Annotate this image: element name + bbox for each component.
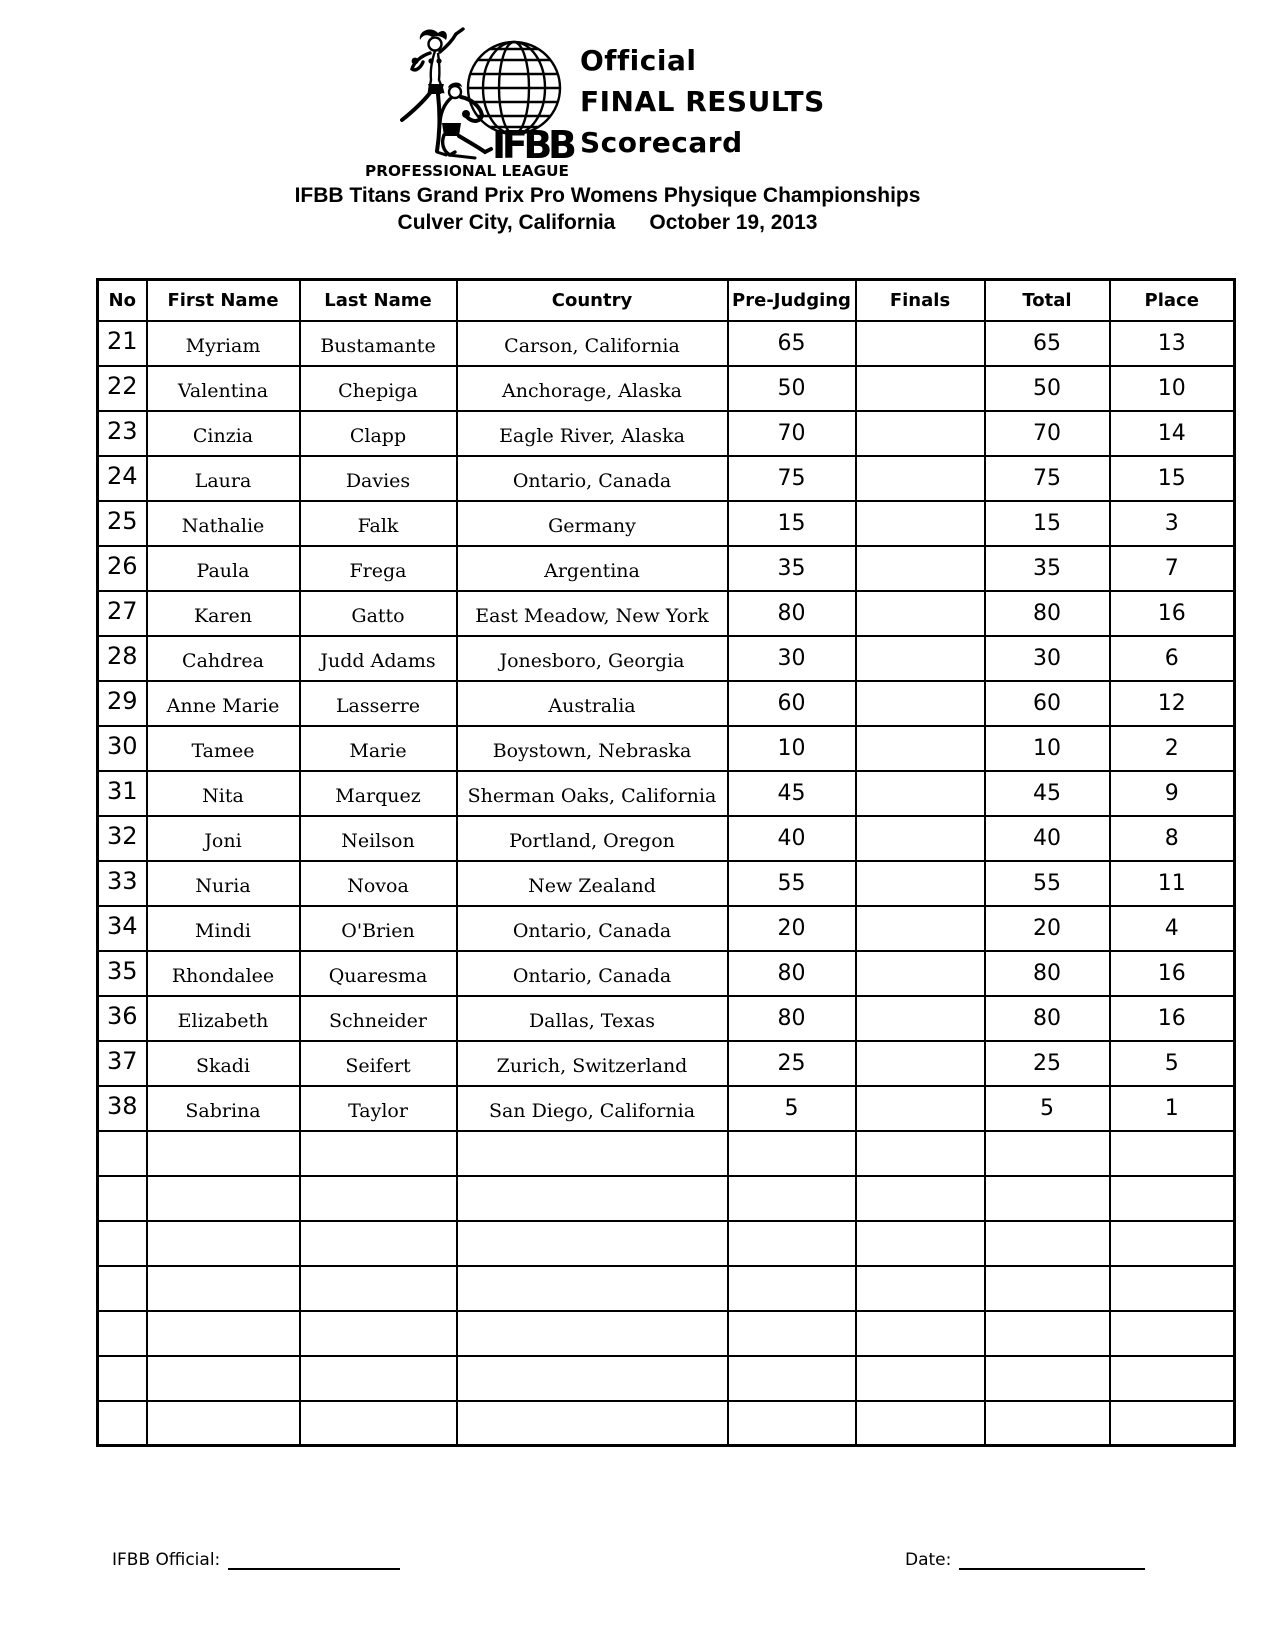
cell-last: Schneider (300, 996, 457, 1041)
results-table-wrap (96, 278, 1236, 1447)
cell-place: 15 (1110, 456, 1235, 501)
empty-cell (728, 1131, 856, 1176)
col-header-no: No (98, 280, 147, 321)
cell-no: 29 (98, 681, 147, 726)
cell-finals (856, 321, 985, 366)
results-table (96, 278, 1236, 1447)
col-header-first-name: First Name (147, 280, 300, 321)
cell-finals (856, 366, 985, 411)
cell-total: 45 (985, 771, 1110, 816)
cell-place: 10 (1110, 366, 1235, 411)
cell-total: 35 (985, 546, 1110, 591)
cell-place: 16 (1110, 951, 1235, 996)
cell-first: Joni (147, 816, 300, 861)
empty-cell (985, 1401, 1110, 1446)
empty-row (98, 1131, 1235, 1176)
cell-prejudging: 70 (728, 411, 856, 456)
cell-first: Cahdrea (147, 636, 300, 681)
header-row (98, 280, 1235, 321)
empty-cell (1110, 1221, 1235, 1266)
empty-cell (457, 1311, 728, 1356)
cell-place: 11 (1110, 861, 1235, 906)
cell-country: Ontario, Canada (457, 951, 728, 996)
cell-prejudging: 60 (728, 681, 856, 726)
cell-last: Judd Adams (300, 636, 457, 681)
empty-cell (1110, 1131, 1235, 1176)
cell-first: Nita (147, 771, 300, 816)
result-row (98, 816, 1235, 861)
cell-country: Ontario, Canada (457, 906, 728, 951)
cell-finals (856, 546, 985, 591)
empty-cell (457, 1176, 728, 1221)
cell-finals (856, 591, 985, 636)
cell-no: 32 (98, 816, 147, 861)
cell-country: Eagle River, Alaska (457, 411, 728, 456)
empty-cell (1110, 1176, 1235, 1221)
cell-prejudging: 80 (728, 996, 856, 1041)
cell-first: Paula (147, 546, 300, 591)
cell-last: Marie (300, 726, 457, 771)
cell-first: Elizabeth (147, 996, 300, 1041)
cell-first: Skadi (147, 1041, 300, 1086)
cell-prejudging: 25 (728, 1041, 856, 1086)
empty-cell (98, 1401, 147, 1446)
cell-place: 6 (1110, 636, 1235, 681)
empty-row (98, 1176, 1235, 1221)
cell-total: 25 (985, 1041, 1110, 1086)
cell-finals (856, 501, 985, 546)
cell-no: 38 (98, 1086, 147, 1131)
cell-prejudging: 55 (728, 861, 856, 906)
title-scorecard: Scorecard (580, 126, 743, 159)
cell-finals (856, 861, 985, 906)
cell-total: 50 (985, 366, 1110, 411)
cell-total: 10 (985, 726, 1110, 771)
empty-row (98, 1221, 1235, 1266)
cell-total: 5 (985, 1086, 1110, 1131)
empty-cell (457, 1266, 728, 1311)
title-block (580, 40, 825, 163)
cell-place: 3 (1110, 501, 1235, 546)
cell-prejudging: 65 (728, 321, 856, 366)
cell-last: O'Brien (300, 906, 457, 951)
cell-last: Neilson (300, 816, 457, 861)
cell-finals (856, 816, 985, 861)
cell-place: 16 (1110, 591, 1235, 636)
empty-cell (1110, 1266, 1235, 1311)
cell-first: Laura (147, 456, 300, 501)
cell-country: Australia (457, 681, 728, 726)
event-block (0, 182, 1215, 235)
cell-prejudging: 40 (728, 816, 856, 861)
cell-total: 55 (985, 861, 1110, 906)
empty-cell (98, 1221, 147, 1266)
cell-last: Falk (300, 501, 457, 546)
cell-no: 30 (98, 726, 147, 771)
cell-last: Clapp (300, 411, 457, 456)
result-row (98, 996, 1235, 1041)
col-header-total: Total (985, 280, 1110, 321)
event-date: October 19, 2013 (649, 211, 818, 234)
cell-place: 1 (1110, 1086, 1235, 1131)
result-row (98, 1086, 1235, 1131)
cell-no: 34 (98, 906, 147, 951)
cell-prejudging: 45 (728, 771, 856, 816)
empty-cell (728, 1311, 856, 1356)
cell-no: 26 (98, 546, 147, 591)
cell-last: Novoa (300, 861, 457, 906)
result-row (98, 366, 1235, 411)
result-row (98, 501, 1235, 546)
cell-finals (856, 1041, 985, 1086)
cell-no: 28 (98, 636, 147, 681)
cell-last: Chepiga (300, 366, 457, 411)
cell-total: 60 (985, 681, 1110, 726)
cell-finals (856, 906, 985, 951)
col-header-country: Country (457, 280, 728, 321)
empty-cell (985, 1176, 1110, 1221)
cell-country: Germany (457, 501, 728, 546)
cell-last: Quaresma (300, 951, 457, 996)
result-row (98, 591, 1235, 636)
empty-cell (98, 1311, 147, 1356)
cell-finals (856, 996, 985, 1041)
result-row (98, 861, 1235, 906)
cell-no: 22 (98, 366, 147, 411)
cell-total: 80 (985, 951, 1110, 996)
col-header-pre-judging: Pre-Judging (728, 280, 856, 321)
cell-last: Frega (300, 546, 457, 591)
cell-place: 12 (1110, 681, 1235, 726)
empty-cell (457, 1131, 728, 1176)
cell-prejudging: 30 (728, 636, 856, 681)
cell-last: Lasserre (300, 681, 457, 726)
empty-cell (457, 1356, 728, 1401)
cell-prejudging: 20 (728, 906, 856, 951)
empty-cell (1110, 1356, 1235, 1401)
empty-cell (856, 1176, 985, 1221)
cell-finals (856, 771, 985, 816)
cell-total: 70 (985, 411, 1110, 456)
empty-cell (856, 1401, 985, 1446)
cell-total: 40 (985, 816, 1110, 861)
empty-cell (98, 1176, 147, 1221)
result-row (98, 906, 1235, 951)
cell-first: Mindi (147, 906, 300, 951)
col-header-last-name: Last Name (300, 280, 457, 321)
empty-cell (147, 1401, 300, 1446)
empty-cell (147, 1131, 300, 1176)
empty-row (98, 1266, 1235, 1311)
cell-no: 23 (98, 411, 147, 456)
empty-row (98, 1311, 1235, 1356)
empty-cell (856, 1131, 985, 1176)
footer-official (112, 1550, 400, 1570)
empty-cell (856, 1221, 985, 1266)
cell-total: 65 (985, 321, 1110, 366)
result-row (98, 681, 1235, 726)
date-signature-line (959, 1552, 1145, 1570)
event-subtitle (0, 211, 1215, 235)
empty-cell (728, 1266, 856, 1311)
empty-cell (147, 1221, 300, 1266)
empty-cell (300, 1401, 457, 1446)
cell-total: 30 (985, 636, 1110, 681)
cell-no: 36 (98, 996, 147, 1041)
cell-total: 80 (985, 996, 1110, 1041)
empty-cell (728, 1356, 856, 1401)
ifbb-logo-text: IFBB (492, 123, 576, 167)
cell-place: 9 (1110, 771, 1235, 816)
empty-cell (300, 1176, 457, 1221)
cell-country: New Zealand (457, 861, 728, 906)
empty-cell (985, 1131, 1110, 1176)
cell-country: Anchorage, Alaska (457, 366, 728, 411)
cell-last: Davies (300, 456, 457, 501)
cell-last: Bustamante (300, 321, 457, 366)
cell-country: Ontario, Canada (457, 456, 728, 501)
cell-prejudging: 80 (728, 951, 856, 996)
cell-place: 16 (1110, 996, 1235, 1041)
result-row (98, 321, 1235, 366)
empty-cell (728, 1401, 856, 1446)
cell-total: 20 (985, 906, 1110, 951)
empty-cell (985, 1221, 1110, 1266)
empty-cell (457, 1221, 728, 1266)
cell-country: Portland, Oregon (457, 816, 728, 861)
cell-no: 33 (98, 861, 147, 906)
footer-date (905, 1550, 1145, 1570)
cell-country: Zurich, Switzerland (457, 1041, 728, 1086)
ifbb-logo-graphic (352, 24, 582, 182)
cell-first: Tamee (147, 726, 300, 771)
empty-cell (98, 1266, 147, 1311)
cell-place: 4 (1110, 906, 1235, 951)
empty-cell (98, 1356, 147, 1401)
empty-cell (457, 1401, 728, 1446)
cell-no: 24 (98, 456, 147, 501)
cell-place: 13 (1110, 321, 1235, 366)
cell-prejudging: 10 (728, 726, 856, 771)
cell-country: Argentina (457, 546, 728, 591)
cell-country: Dallas, Texas (457, 996, 728, 1041)
title-final-results: FINAL RESULTS (580, 85, 825, 118)
result-row (98, 546, 1235, 591)
cell-no: 37 (98, 1041, 147, 1086)
empty-cell (1110, 1311, 1235, 1356)
cell-country: Sherman Oaks, California (457, 771, 728, 816)
official-signature-line (228, 1552, 400, 1570)
col-header-place: Place (1110, 280, 1235, 321)
empty-cell (147, 1311, 300, 1356)
cell-place: 5 (1110, 1041, 1235, 1086)
cell-country: Jonesboro, Georgia (457, 636, 728, 681)
empty-cell (147, 1176, 300, 1221)
cell-no: 25 (98, 501, 147, 546)
empty-cell (300, 1356, 457, 1401)
cell-last: Gatto (300, 591, 457, 636)
cell-prejudging: 80 (728, 591, 856, 636)
cell-finals (856, 456, 985, 501)
empty-cell (1110, 1401, 1235, 1446)
event-location: Culver City, California (397, 211, 616, 234)
cell-country: Boystown, Nebraska (457, 726, 728, 771)
ifbb-logo (352, 24, 582, 182)
cell-country: East Meadow, New York (457, 591, 728, 636)
cell-prejudging: 50 (728, 366, 856, 411)
cell-finals (856, 411, 985, 456)
cell-place: 2 (1110, 726, 1235, 771)
title-official: Official (580, 44, 697, 77)
cell-no: 27 (98, 591, 147, 636)
cell-place: 7 (1110, 546, 1235, 591)
cell-total: 80 (985, 591, 1110, 636)
empty-cell (728, 1176, 856, 1221)
cell-no: 31 (98, 771, 147, 816)
cell-first: Nuria (147, 861, 300, 906)
cell-prejudging: 15 (728, 501, 856, 546)
empty-row (98, 1401, 1235, 1446)
cell-first: Cinzia (147, 411, 300, 456)
empty-cell (985, 1266, 1110, 1311)
cell-first: Valentina (147, 366, 300, 411)
cell-finals (856, 726, 985, 771)
cell-first: Karen (147, 591, 300, 636)
result-row (98, 636, 1235, 681)
empty-cell (985, 1311, 1110, 1356)
empty-row (98, 1356, 1235, 1401)
cell-prejudging: 75 (728, 456, 856, 501)
cell-place: 8 (1110, 816, 1235, 861)
ifbb-official-label: IFBB Official: (112, 1550, 221, 1570)
empty-cell (856, 1356, 985, 1401)
cell-no: 21 (98, 321, 147, 366)
cell-first: Nathalie (147, 501, 300, 546)
cell-last: Marquez (300, 771, 457, 816)
cell-first: Sabrina (147, 1086, 300, 1131)
cell-first: Anne Marie (147, 681, 300, 726)
result-row (98, 951, 1235, 996)
cell-total: 15 (985, 501, 1110, 546)
empty-cell (985, 1356, 1110, 1401)
cell-last: Taylor (300, 1086, 457, 1131)
event-title: IFBB Titans Grand Prix Pro Womens Physique Championships (294, 184, 921, 207)
cell-prejudging: 5 (728, 1086, 856, 1131)
cell-no: 35 (98, 951, 147, 996)
col-header-finals: Finals (856, 280, 985, 321)
result-row (98, 771, 1235, 816)
results-tbody (98, 321, 1235, 1446)
empty-cell (300, 1266, 457, 1311)
cell-country: San Diego, California (457, 1086, 728, 1131)
cell-country: Carson, California (457, 321, 728, 366)
results-table-head (98, 280, 1235, 321)
cell-last: Seifert (300, 1041, 457, 1086)
cell-place: 14 (1110, 411, 1235, 456)
empty-cell (147, 1356, 300, 1401)
cell-finals (856, 1086, 985, 1131)
empty-cell (147, 1266, 300, 1311)
empty-cell (856, 1311, 985, 1356)
empty-cell (300, 1311, 457, 1356)
empty-cell (300, 1221, 457, 1266)
result-row (98, 726, 1235, 771)
female-physique-figure-icon (402, 29, 463, 155)
cell-finals (856, 636, 985, 681)
date-label: Date: (905, 1550, 952, 1570)
cell-first: Myriam (147, 321, 300, 366)
cell-total: 75 (985, 456, 1110, 501)
empty-cell (728, 1221, 856, 1266)
cell-first: Rhondalee (147, 951, 300, 996)
result-row (98, 456, 1235, 501)
empty-cell (98, 1131, 147, 1176)
cell-prejudging: 35 (728, 546, 856, 591)
cell-finals (856, 951, 985, 996)
professional-league-text: PROFESSIONAL LEAGUE (365, 162, 569, 180)
cell-finals (856, 681, 985, 726)
empty-cell (300, 1131, 457, 1176)
result-row (98, 1041, 1235, 1086)
result-row (98, 411, 1235, 456)
empty-cell (856, 1266, 985, 1311)
